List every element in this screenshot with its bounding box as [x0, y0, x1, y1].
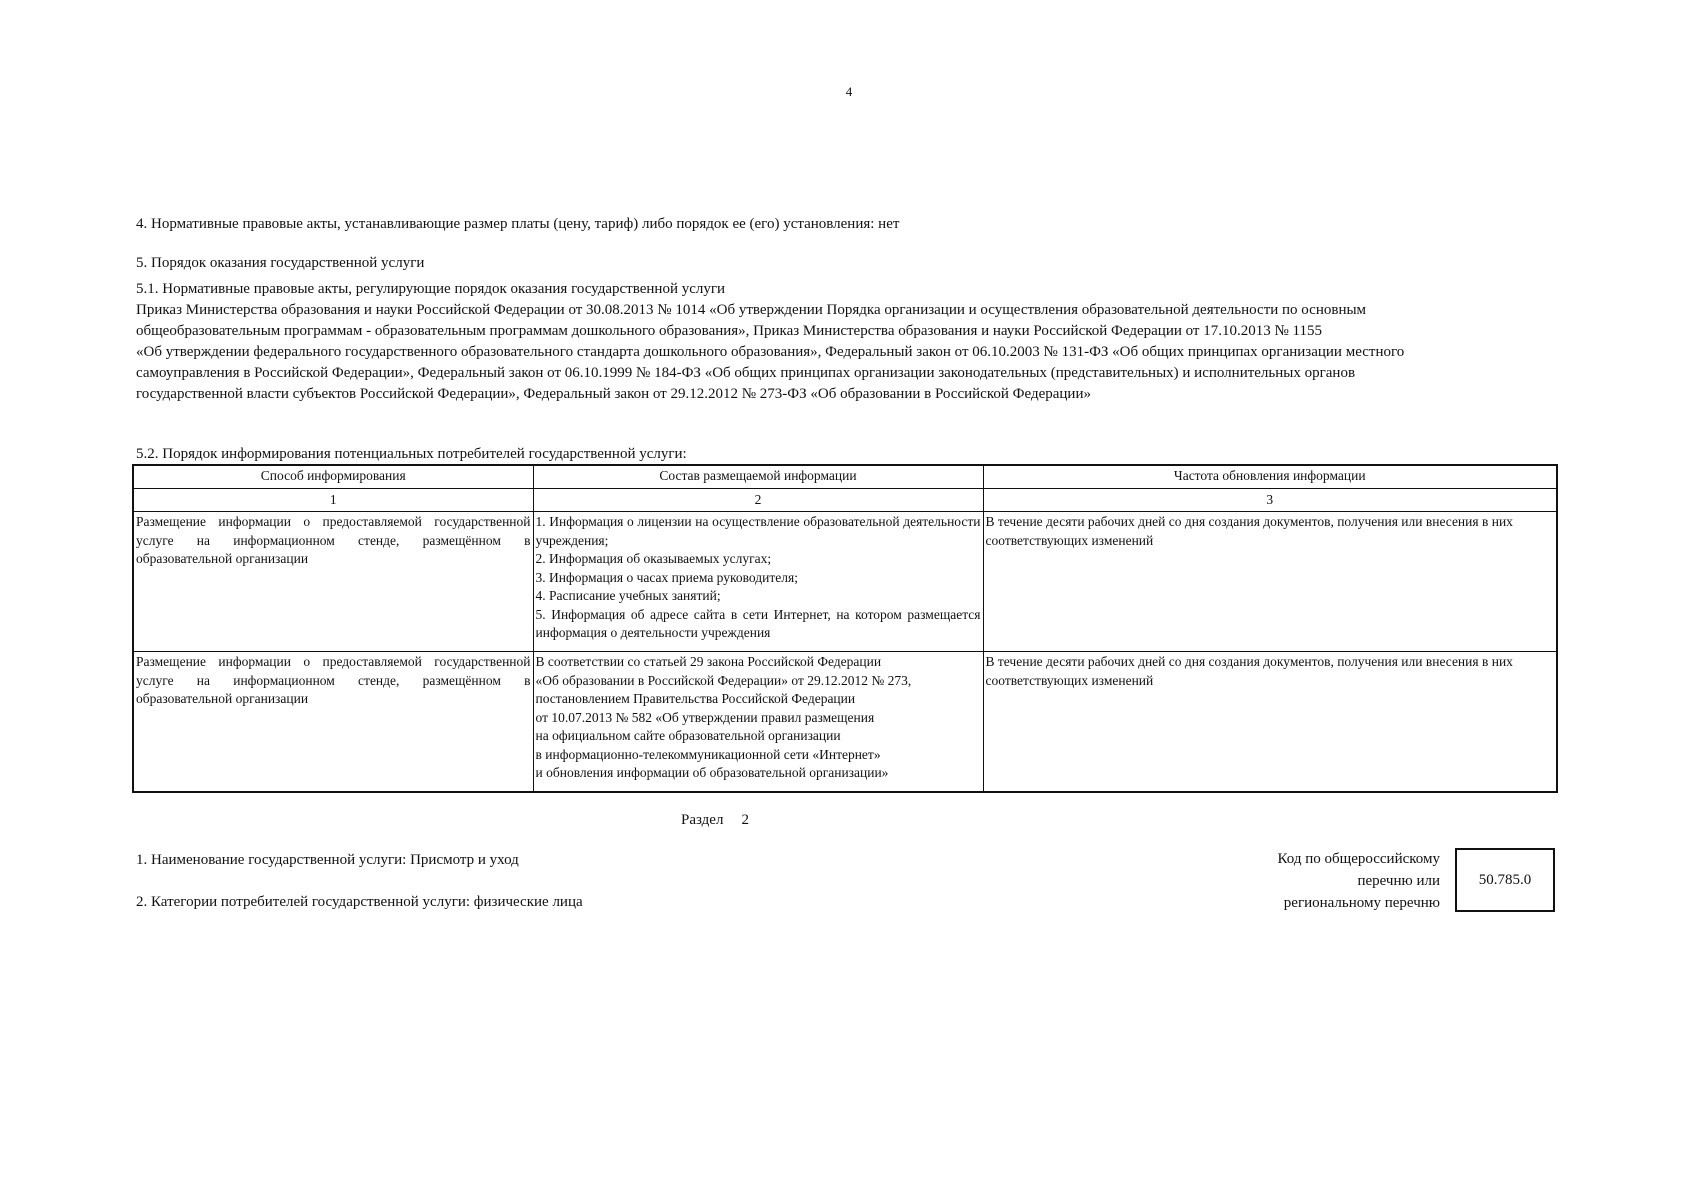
consumer-categories: 2. Категории потребителей государственной услуги: физические лица: [136, 894, 583, 910]
service-name: 1. Наименование государственной услуги: Присмотр и уход: [136, 852, 519, 868]
content-line: в информационно-телекоммуникационной сети «Интернет»: [535, 746, 881, 762]
item-5-1-block: [136, 279, 1556, 405]
method-cell: Размещение информации о предоставляемой государственной услуге на информационном стенде, размещённом в образовательной организации: [133, 512, 533, 652]
table-row: [133, 652, 1557, 792]
item-5-1-line: государственной власти субъектов Российской Федерации», Федеральный закон от 29.12.2012 № 273-ФЗ «Об образовании в Российской Федерации»: [136, 386, 1091, 402]
informing-table: [132, 464, 1558, 793]
item-5-1-line: общеобразовательным программам - образовательным программам дошкольного образования», Приказ Министерства образования и науки Российской Федерации от 17.10.2013 № 1155: [136, 323, 1322, 339]
column-header-frequency: Частота обновления информации: [983, 465, 1557, 489]
table-number-row: [133, 489, 1557, 512]
column-number: 1: [133, 489, 533, 512]
content-cell: [533, 652, 983, 792]
content-line: 5. Информация об адресе сайта в сети Интернет, на котором размещается информация о деятельности учреждения: [535, 606, 981, 640]
page-number: 4: [845, 84, 853, 99]
content-line: от 10.07.2013 № 582 «Об утверждении правил размещения: [535, 709, 875, 725]
code-value: 50.785.0: [1478, 871, 1532, 888]
code-label-line: региональному перечню: [1283, 895, 1440, 911]
table-header-row: [133, 465, 1557, 489]
column-number: 3: [983, 489, 1557, 512]
content-line: 2. Информация об оказываемых услугах;: [535, 551, 772, 566]
code-value-box: [1455, 848, 1555, 912]
frequency-cell: В течение десяти рабочих дней со дня создания документов, получения или внесения в них соответствующих изменений: [983, 652, 1557, 792]
item-5-1-line: Приказ Министерства образования и науки Российской Федерации от 30.08.2013 № 1014 «Об утверждении Порядка организации и осуществления образовательной деятельности по основным: [136, 302, 1367, 318]
column-header-content: Состав размещаемой информации: [533, 465, 983, 489]
content-line: В соответствии со статьей 29 закона Российской Федерации: [535, 654, 882, 669]
table-row: [133, 512, 1557, 652]
item-4-fees: 4. Нормативные правовые акты, устанавливающие размер платы (цену, тариф) либо порядок ее (его) установления: нет: [136, 216, 900, 232]
code-label-line: Код по общероссийскому: [1277, 851, 1440, 867]
item-5-1-title: 5.1. Нормативные правовые акты, регулирующие порядок оказания государственной услуги: [136, 281, 726, 297]
section-heading: [681, 812, 749, 829]
method-cell: Размещение информации о предоставляемой государственной услуге на информационном стенде, размещённом в образовательной организации: [133, 652, 533, 792]
content-line: 1. Информация о лицензии на осуществление образовательной деятельности учреждения;: [535, 514, 981, 548]
column-header-method: Способ информирования: [133, 465, 533, 489]
frequency-cell: В течение десяти рабочих дней со дня создания документов, получения или внесения в них соответствующих изменений: [983, 512, 1557, 652]
code-label: [1240, 848, 1440, 914]
code-label-line: перечню или: [1357, 873, 1440, 889]
section-number: 2: [741, 812, 749, 828]
content-line: 3. Информация о часах приема руководителя;: [535, 569, 798, 585]
column-number: 2: [533, 489, 983, 512]
item-5-2-title: 5.2. Порядок информирования потенциальных потребителей государственной услуги:: [136, 446, 687, 462]
section-label: Раздел: [681, 812, 724, 828]
content-cell: [533, 512, 983, 652]
item-5-1-line: «Об утверждении федерального государственного образовательного стандарта дошкольного образования», Федеральный закон от 06.10.2003 № 131-ФЗ «Об общих принципах организации местного: [136, 344, 1405, 360]
content-line: постановлением Правительства Российской Федерации: [535, 691, 856, 706]
item-5-heading: 5. Порядок оказания государственной услуги: [136, 255, 425, 271]
content-line: на официальном сайте образовательной организации: [535, 728, 841, 743]
content-line: и обновления информации об образовательной организации»: [535, 765, 889, 780]
item-5-1-line: самоуправления в Российской Федерации», Федеральный закон от 06.10.1999 № 184-ФЗ «Об общих принципах организации законодательных (представительных) и исполнительных органов: [136, 365, 1356, 381]
content-line: 4. Расписание учебных занятий;: [535, 588, 721, 603]
content-line: «Об образовании в Российской Федерации» от 29.12.2012 № 273,: [535, 672, 912, 688]
